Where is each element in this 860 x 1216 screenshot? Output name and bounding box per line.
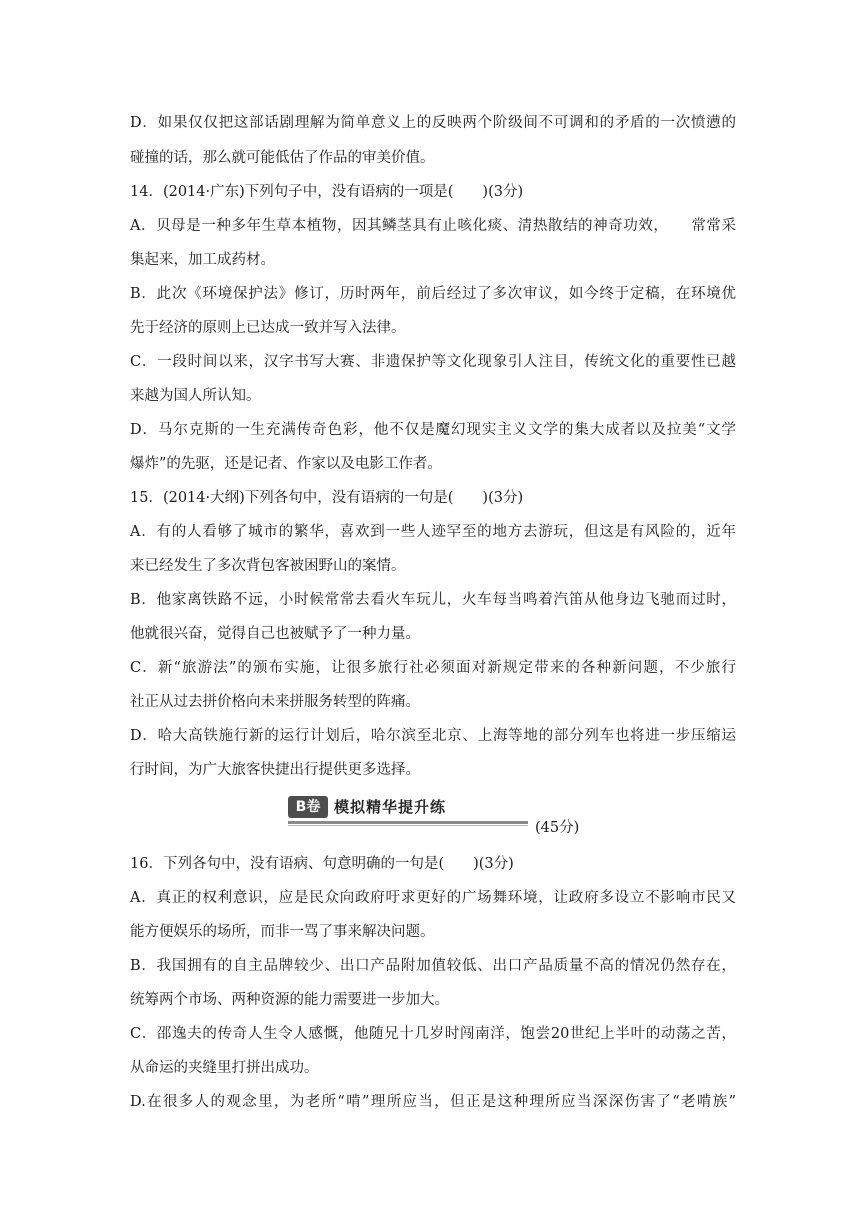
- q14-option-c-line-2: 来越为国人所认知。: [130, 388, 261, 404]
- q16-option-c-line-2: 从命运的夹缝里打拼出成功。: [130, 1060, 319, 1076]
- q16-option-b-line-2: 统筹两个市场、两种资源的能力需要进一步加大。: [130, 992, 449, 1008]
- q14-option-a-line-2: 集起来，加工成药材。: [130, 252, 275, 268]
- section-score: (45分): [535, 820, 580, 836]
- q15-option-b-line-1: B．他家离铁路不远，小时候常常去看火车玩儿，火车每当鸣着汽笛从他身边飞驰而过时，: [130, 592, 736, 608]
- q15-option-d-line-1: D．哈大高铁施行新的运行计划后，哈尔滨至北京、上海等地的部分列车也将进一步压缩运: [130, 728, 736, 744]
- section-b-banner: [288, 796, 528, 828]
- q15-option-a-line-2: 来已经发生了多次背包客被困野山的案情。: [130, 558, 406, 574]
- section-title: 模拟精华提升练: [334, 798, 447, 816]
- option-d-line-1: D．如果仅仅把这部话剧理解为简单意义上的反映两个阶级间不可调和的矛盾的一次愤懑的: [130, 115, 736, 131]
- q14-option-d-line-1: D．马尔克斯的一生充满传奇色彩，他不仅是魔幻现实主义文学的集大成者以及拉美“文学: [130, 422, 736, 438]
- question-15-stem: 15．(2014·大纲)下列各句中，没有语病的一句是( )(3分): [130, 490, 524, 506]
- q15-option-c-line-2: 社正从过去拼价格向未来拼服务转型的阵痛。: [130, 694, 420, 710]
- q15-option-c-line-1: C．新“旅游法”的颁布实施，让很多旅行社必须面对新规定带来的各种新问题，不少旅行: [130, 660, 736, 676]
- banner-divider-thin: [288, 825, 528, 826]
- q14-option-a-line-1: A．贝母是一种多年生草本植物，因其鳞茎具有止咳化痰、清热散结的神奇功效， 常常采: [130, 218, 736, 234]
- section-badge: B卷: [288, 796, 328, 818]
- q14-option-b-line-1: B．此次《环境保护法》修订，历时两年，前后经过了多次审议，如今终于定稿，在环境优: [130, 286, 736, 302]
- q16-option-c-line-1: C．邵逸夫的传奇人生令人感慨，他随兄十几岁时闯南洋，饱尝20世纪上半叶的动荡之苦，: [130, 1026, 736, 1042]
- q15-option-b-line-2: 他就很兴奋，觉得自己也被赋予了一种力量。: [130, 626, 420, 642]
- q14-option-c-line-1: C．一段时间以来，汉字书写大赛、非遗保护等文化现象引人注目，传统文化的重要性已越: [130, 354, 736, 370]
- q16-option-d-line-1: D.在很多人的观念里，为老所“啃”理所应当，但正是这种理所应当深深伤害了“老啃族”: [130, 1094, 736, 1110]
- option-d-line-2: 碰撞的话，那么就可能低估了作品的审美价值。: [130, 150, 435, 166]
- q15-option-d-line-2: 行时间，为广大旅客快捷出行提供更多选择。: [130, 762, 420, 778]
- q14-option-d-line-2: 爆炸”的先驱，还是记者、作家以及电影工作者。: [130, 456, 442, 472]
- q16-option-b-line-1: B．我国拥有的自主品牌较少、出口产品附加值较低、出口产品质量不高的情况仍然存在，: [130, 958, 736, 974]
- banner-divider: [288, 821, 528, 824]
- q15-option-a-line-1: A．有的人看够了城市的繁华，喜欢到一些人迹罕至的地方去游玩，但这是有风险的，近年: [130, 524, 736, 540]
- q16-option-a-line-1: A．真正的权利意识，应是民众向政府吁求更好的广场舞环境，让政府多设立不影响市民又: [130, 890, 736, 906]
- q16-option-a-line-2: 能方便娱乐的场所，而非一骂了事来解决问题。: [130, 924, 435, 940]
- question-16-stem: 16．下列各句中，没有语病、句意明确的一句是( )(3分): [130, 856, 514, 872]
- question-14-stem: 14．(2014·广东)下列句子中，没有语病的一项是( )(3分): [130, 184, 524, 200]
- q14-option-b-line-2: 先于经济的原则上已达成一致并写入法律。: [130, 320, 406, 336]
